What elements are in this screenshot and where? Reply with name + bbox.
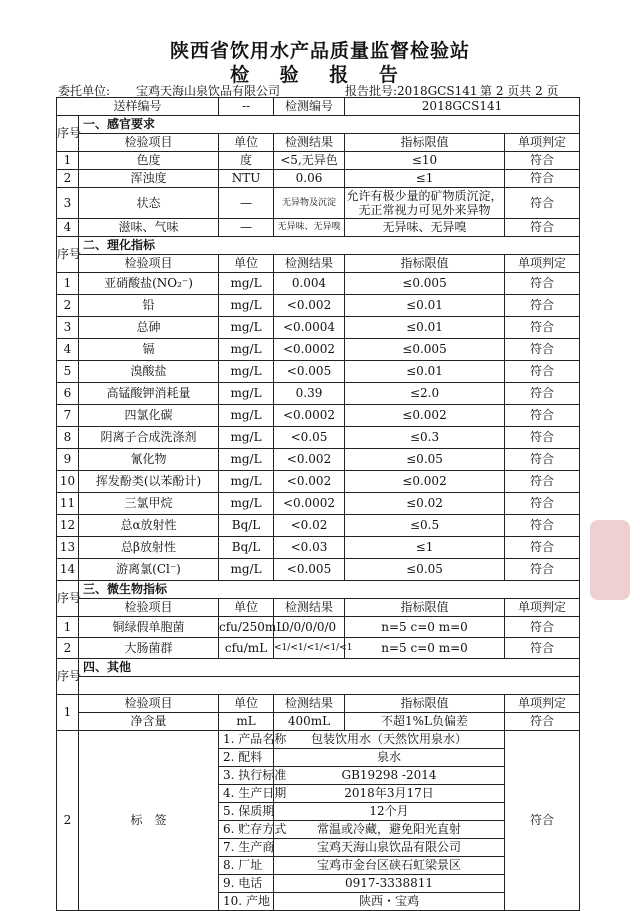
item-name: 状态 [79, 188, 219, 219]
org-title: 陕西省饮用水产品质量监督检验站 [169, 40, 470, 62]
label-value: GB19298 -2014 [274, 767, 505, 785]
item-limit: ≤0.05 [345, 449, 505, 471]
row-no: 3 [57, 188, 79, 219]
row-no: 1 [57, 617, 79, 638]
label-field-name: 执行标准 [238, 768, 287, 782]
col-result-header: 检测结果 [274, 599, 345, 617]
col-limit-header: 指标限值 [345, 134, 505, 152]
item-limit: ≤0.05 [345, 559, 505, 581]
table-row [57, 731, 580, 749]
table-row [57, 237, 580, 255]
item-limit: ≤0.02 [345, 493, 505, 515]
label-index: 1. [223, 732, 235, 746]
item-limit: ≤10 [345, 152, 505, 170]
item-name: 大肠菌群 [79, 638, 219, 659]
table-row [57, 515, 580, 537]
label-field-name: 配料 [238, 750, 263, 764]
table-row [57, 255, 580, 273]
label-field [219, 731, 287, 749]
table-row [57, 659, 580, 677]
item-result: <0.0002 [274, 405, 345, 427]
col-verdict-header: 单项判定 [505, 134, 580, 152]
item-verdict: 符合 [505, 449, 580, 471]
col-no-header [57, 659, 82, 695]
item-result: <0.002 [274, 449, 345, 471]
item-name: 溴酸盐 [79, 361, 219, 383]
label-value: 宝鸡天海山泉饮品有限公司 [274, 839, 505, 857]
item-limit: ≤0.5 [345, 515, 505, 537]
table-row [57, 713, 580, 731]
item-name: 铅 [79, 295, 219, 317]
table-row [57, 405, 580, 427]
item-verdict: 符合 [505, 295, 580, 317]
net-content-result: 400mL [274, 713, 345, 731]
net-content-item: 净含量 [79, 713, 219, 731]
item-result: <0.02 [274, 515, 345, 537]
label-field [219, 893, 274, 911]
table-row [57, 361, 580, 383]
col-verdict-header: 单项判定 [505, 255, 580, 273]
table-row [57, 677, 580, 695]
section-micro: 三、微生物指标 [79, 581, 580, 599]
label-field [219, 785, 287, 803]
label-value: 12个月 [274, 803, 505, 821]
row-no: 1 [57, 152, 79, 170]
item-result: <0.0002 [274, 493, 345, 515]
col-result-header: 检测结果 [274, 134, 345, 152]
item-verdict: 符合 [505, 361, 580, 383]
item-unit: Bq/L [219, 537, 274, 559]
col-result-header: 检测结果 [274, 695, 345, 713]
col-limit-header: 指标限值 [345, 695, 505, 713]
item-unit: mg/L [219, 295, 274, 317]
item-verdict: 符合 [505, 383, 580, 405]
item-verdict: 符合 [505, 152, 580, 170]
item-unit: mg/L [219, 273, 274, 295]
item-unit: mg/L [219, 449, 274, 471]
sample-no-label: 送样编号 [57, 98, 219, 116]
item-name: 高锰酸钾消耗量 [79, 383, 219, 405]
col-result-header: 检测结果 [274, 255, 345, 273]
col-no-header [57, 116, 82, 152]
item-limit: n=5 c=0 m=0 [345, 638, 505, 659]
label-name-cell [79, 731, 219, 911]
item-unit: mg/L [219, 559, 274, 581]
col-limit-header: 指标限值 [345, 599, 505, 617]
item-result: 0.39 [274, 383, 345, 405]
label-field-name: 产地 [245, 894, 270, 908]
item-unit: mg/L [219, 405, 274, 427]
label-index: 6. [223, 822, 235, 836]
table-row [57, 98, 580, 116]
row-no: 13 [57, 537, 79, 559]
item-name: 总α放射性 [79, 515, 219, 537]
item-unit: — [219, 188, 274, 219]
row-no: 12 [57, 515, 79, 537]
row-no: 6 [57, 383, 79, 405]
item-unit: mg/L [219, 493, 274, 515]
item-name: 滋味、气味 [79, 219, 219, 237]
col-item-header: 检验项目 [79, 255, 219, 273]
item-verdict: 符合 [505, 405, 580, 427]
item-verdict: 符合 [505, 188, 580, 219]
col-item-header: 检验项目 [79, 599, 219, 617]
item-name: 亚硝酸盐(NO₂⁻) [79, 273, 219, 295]
item-limit: 无异味、无异嗅 [345, 219, 505, 237]
row-no: 2 [57, 170, 79, 188]
item-verdict: 符合 [505, 170, 580, 188]
item-result: <0.002 [274, 471, 345, 493]
item-result: <1/<1/<1/<1/<1 [274, 638, 345, 659]
label-value: 宝鸡市金台区硖石虹梁景区 [274, 857, 505, 875]
item-result: <0.002 [274, 295, 345, 317]
item-limit: ≤0.005 [345, 273, 505, 295]
label-field [219, 875, 274, 893]
item-result: <0.005 [274, 361, 345, 383]
item-unit: NTU [219, 170, 274, 188]
row-no: 4 [57, 219, 79, 237]
table-row [57, 134, 580, 152]
item-verdict: 符合 [505, 273, 580, 295]
label-field-name: 生产商 [238, 840, 275, 854]
table-row [57, 188, 580, 219]
item-name: 游离氯(Cl⁻) [79, 559, 219, 581]
item-unit: mg/L [219, 427, 274, 449]
label-value: 泉水 [274, 749, 505, 767]
item-name: 三氯甲烷 [79, 493, 219, 515]
item-limit: 允许有极少量的矿物质沉淀，无正常视力可见外来异物 [346, 189, 503, 217]
table-row [57, 383, 580, 405]
label-field [219, 803, 274, 821]
item-verdict: 符合 [505, 638, 580, 659]
col-unit-header: 单位 [219, 255, 274, 273]
item-verdict: 符合 [505, 219, 580, 237]
table-row [57, 317, 580, 339]
section-physchem: 二、理化指标 [79, 237, 580, 255]
table-row [57, 493, 580, 515]
label-field-name: 生产日期 [238, 786, 287, 800]
section-sensory: 一、感官要求 [79, 116, 580, 134]
net-content-limit: 不超1%L负偏差 [345, 713, 505, 731]
item-limit: ≤1 [345, 537, 505, 559]
item-limit: ≤0.01 [345, 361, 505, 383]
table-row [57, 339, 580, 361]
label-name: 标 签 [130, 813, 167, 827]
col-item-header: 检验项目 [79, 134, 219, 152]
item-limit: ≤0.01 [345, 295, 505, 317]
row-no: 3 [57, 317, 79, 339]
table-row [57, 559, 580, 581]
label-index: 4. [223, 786, 235, 800]
item-verdict: 符合 [505, 317, 580, 339]
row-no: 10 [57, 471, 79, 493]
table-row [57, 449, 580, 471]
col-unit-header: 单位 [219, 599, 274, 617]
label-value: 2018年3月17日 [274, 785, 505, 803]
label-index: 8. [223, 858, 235, 872]
col-no-text: 序号 [57, 669, 82, 683]
item-limit: n=5 c=0 m=0 [345, 617, 505, 638]
section-other: 四、其他 [79, 659, 580, 677]
item-result: 0.06 [274, 170, 345, 188]
sample-no-value: -- [219, 98, 274, 116]
label-field [219, 857, 274, 875]
item-limit: ≤0.002 [345, 471, 505, 493]
col-no-text: 序号 [57, 126, 82, 140]
report-title: 检 验 报 告 [230, 64, 410, 86]
test-no-label: 检测编号 [274, 98, 345, 116]
row-no: 1 [57, 273, 79, 295]
item-unit: mg/L [219, 361, 274, 383]
col-item-header: 检验项目 [79, 695, 219, 713]
table-row [57, 219, 580, 237]
label-field [219, 767, 287, 785]
label-index: 2. [223, 750, 235, 764]
col-limit-header: 指标限值 [345, 255, 505, 273]
row-no: 2 [57, 731, 79, 911]
table-row [57, 170, 580, 188]
report-table [56, 97, 580, 911]
label-field [219, 839, 274, 857]
item-unit: cfu/mL [219, 638, 274, 659]
batch-number: 报告批号:2018GCS141 [345, 84, 478, 98]
label-value: 包装饮用水（天然饮用泉水） [274, 731, 505, 749]
col-unit-header: 单位 [219, 134, 274, 152]
item-unit: mg/L [219, 471, 274, 493]
item-name: 镉 [79, 339, 219, 361]
table-row [57, 152, 580, 170]
col-no-header [57, 237, 82, 273]
seal-stamp [590, 520, 630, 600]
page-info: 第 2 页共 2 页 [480, 84, 559, 98]
spacer [79, 677, 580, 695]
label-field-name: 厂址 [238, 858, 263, 872]
label-value: 陕西・宝鸡 [274, 893, 505, 911]
item-unit: mg/L [219, 383, 274, 405]
item-result: 0.004 [274, 273, 345, 295]
row-no: 7 [57, 405, 79, 427]
item-result: <0.0002 [274, 339, 345, 361]
item-result: <0.03 [274, 537, 345, 559]
row-no: 2 [57, 638, 79, 659]
item-result: <0.05 [274, 427, 345, 449]
label-verdict: 符合 [505, 731, 580, 911]
item-limit: ≤0.3 [345, 427, 505, 449]
col-unit-header: 单位 [219, 695, 274, 713]
row-no: 11 [57, 493, 79, 515]
item-limit: ≤1 [345, 170, 505, 188]
item-result: <0.005 [274, 559, 345, 581]
row-no: 8 [57, 427, 79, 449]
item-unit: mg/L [219, 317, 274, 339]
row-no: 1 [57, 695, 79, 731]
col-verdict-header: 单项判定 [505, 695, 580, 713]
label-index: 9. [223, 876, 235, 890]
item-limit: ≤0.01 [345, 317, 505, 339]
item-verdict: 符合 [505, 537, 580, 559]
client-name: 宝鸡天海山泉饮品有限公司 [136, 84, 281, 98]
client-label: 委托单位: [58, 84, 111, 98]
net-content-verdict: 符合 [505, 713, 580, 731]
table-row [57, 273, 580, 295]
item-result: <5,无异色 [274, 152, 345, 170]
label-field-name: 保质期 [238, 804, 275, 818]
item-unit: — [219, 219, 274, 237]
row-no: 4 [57, 339, 79, 361]
label-index: 5. [223, 804, 235, 818]
item-result: 无异味、无异嗅 [274, 219, 345, 237]
item-unit: cfu/250mL [219, 617, 274, 638]
item-name: 色度 [79, 152, 219, 170]
item-name: 挥发酚类(以苯酚计) [79, 471, 219, 493]
item-limit: ≤0.002 [345, 405, 505, 427]
label-index: 10. [223, 894, 243, 908]
item-unit: mg/L [219, 339, 274, 361]
item-name: 阴离子合成洗涤剂 [79, 427, 219, 449]
item-result: 无异物及沉淀 [274, 188, 345, 219]
label-index: 7. [223, 840, 235, 854]
table-row [57, 581, 580, 599]
label-value: 常温或冷藏，避免阳光直射 [274, 821, 505, 839]
col-no-text: 序号 [57, 591, 82, 605]
item-name: 总砷 [79, 317, 219, 339]
item-result: <0.0004 [274, 317, 345, 339]
label-index: 3. [223, 768, 235, 782]
row-no: 5 [57, 361, 79, 383]
label-field-name: 贮存方式 [238, 822, 287, 836]
item-verdict: 符合 [505, 559, 580, 581]
item-verdict: 符合 [505, 427, 580, 449]
item-limit: ≤0.005 [345, 339, 505, 361]
item-verdict: 符合 [505, 515, 580, 537]
item-verdict: 符合 [505, 339, 580, 361]
item-verdict: 符合 [505, 617, 580, 638]
label-field-name: 产品名称 [238, 732, 287, 746]
net-content-unit: mL [219, 713, 274, 731]
row-no: 14 [57, 559, 79, 581]
item-name: 氰化物 [79, 449, 219, 471]
table-row [57, 638, 580, 659]
table-row [57, 471, 580, 493]
item-limit: ≤2.0 [345, 383, 505, 405]
item-name: 铜绿假单胞菌 [79, 617, 219, 638]
table-row [57, 599, 580, 617]
item-name: 总β放射性 [79, 537, 219, 559]
table-row [57, 295, 580, 317]
table-row [57, 695, 580, 713]
col-no-text: 序号 [57, 247, 82, 261]
item-unit: 度 [219, 152, 274, 170]
item-unit: Bq/L [219, 515, 274, 537]
item-name: 浑浊度 [79, 170, 219, 188]
item-result: 0/0/0/0/0 [274, 617, 345, 638]
row-no: 9 [57, 449, 79, 471]
label-field-name: 电话 [238, 876, 263, 890]
table-row [57, 617, 580, 638]
test-no-value: 2018GCS141 [345, 98, 580, 116]
table-row [57, 116, 580, 134]
item-name: 四氯化碳 [79, 405, 219, 427]
label-field [219, 821, 287, 839]
table-row [57, 427, 580, 449]
col-no-header [57, 581, 82, 617]
row-no: 2 [57, 295, 79, 317]
col-verdict-header: 单项判定 [505, 599, 580, 617]
label-value: 0917-3338811 [274, 875, 505, 893]
label-field [219, 749, 274, 767]
table-row [57, 537, 580, 559]
item-verdict: 符合 [505, 471, 580, 493]
item-verdict: 符合 [505, 493, 580, 515]
